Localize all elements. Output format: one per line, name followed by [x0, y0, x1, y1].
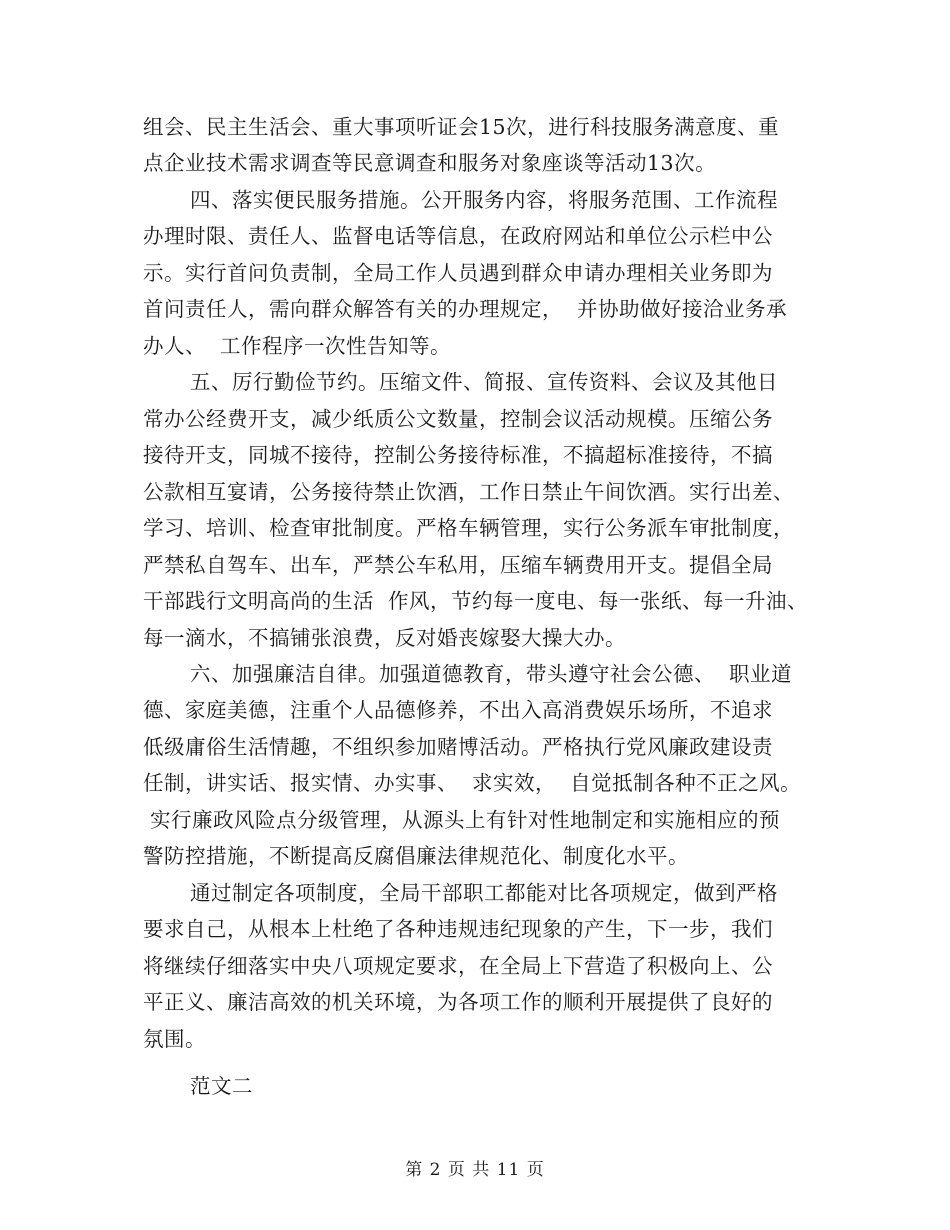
text-line: 每一滴水，不搞铺张浪费，反对婚丧嫁娶大操大办。 [143, 626, 626, 650]
text-line: 范文二 [190, 1074, 253, 1098]
text-line: 平正义、廉洁高效的机关环境，为各项工作的顺利开展提供了良好的 [143, 990, 773, 1014]
text-line: 学习、培训、检查审批制度。严格车辆管理，实行公务派车审批制度， [143, 516, 794, 540]
text-line: 干部践行文明高尚的生活 作风，节约每一度电、每一张纸、每一升油、 [143, 589, 809, 613]
text-line: 五、厉行勤俭节约。压缩文件、简报、宣传资料、会议及其他日 [190, 370, 778, 394]
text-line: 任制，讲实话、报实情、办实事、 求实效， 自觉抵制各种不正之风。 [143, 771, 802, 795]
text-line: 示。实行首问负责制，全局工作人员遇到群众申请办理相关业务即为 [143, 261, 773, 285]
text-line: 严禁私自驾车、出车，严禁公车私用，压缩车辆费用开支。提倡全局 [143, 553, 773, 577]
text-line: 德、家庭美德，注重个人品德修养，不出入高消费娱乐场所，不追求 [143, 698, 773, 722]
text-line: 接待开支，同城不接待，控制公务接待标准，不搞超标准接待，不搞 [143, 443, 773, 467]
text-line: 通过制定各项制度，全局干部职工都能对比各项规定，做到严格 [190, 881, 778, 905]
text-line: 首问责任人，需向群众解答有关的办理规定， 并协助做好接洽业务承 [143, 297, 788, 321]
text-line: 实行廉政风险点分级管理，从源头上有针对性地制定和实施相应的预 [143, 808, 781, 832]
text-line: 办人、 工作程序一次性告知等。 [143, 334, 452, 358]
text-line: 公款相互宴请，公务接待禁止饮酒，工作日禁止午间饮酒。实行出差、 [143, 480, 794, 504]
page-footer: 第 2 页 共 11 页 [405, 1160, 545, 1180]
text-line: 要求自己，从根本上杜绝了各种违规违纪现象的产生，下一步，我们 [143, 917, 773, 941]
text-line: 六、加强廉洁自律。加强道德教育，带头遵守社会公德、 职业道 [190, 662, 793, 686]
text-line: 氛围。 [143, 1027, 206, 1051]
text-line: 点企业技术需求调查等民意调查和服务对象座谈等活动13次。 [143, 151, 717, 175]
text-line: 四、落实便民服务措施。公开服务内容，将服务范围、工作流程 [190, 188, 778, 212]
text-line: 警防控措施，不断提高反腐倡廉法律规范化、制度化水平。 [143, 844, 689, 868]
text-line: 低级庸俗生活情趣，不组织参加赌博活动。严格执行党风廉政建设责 [143, 735, 773, 759]
text-line: 组会、民主生活会、重大事项听证会15次，进行科技服务满意度、重 [143, 115, 780, 139]
text-line: 将继续仔细落实中央八项规定要求，在全局上下营造了积极向上、公 [143, 954, 773, 978]
text-line: 办理时限、责任人、监督电话等信息，在政府网站和单位公示栏中公 [143, 224, 773, 248]
text-line: 常办公经费开支，减少纸质公文数量，控制会议活动规模。压缩公务 [143, 407, 773, 431]
